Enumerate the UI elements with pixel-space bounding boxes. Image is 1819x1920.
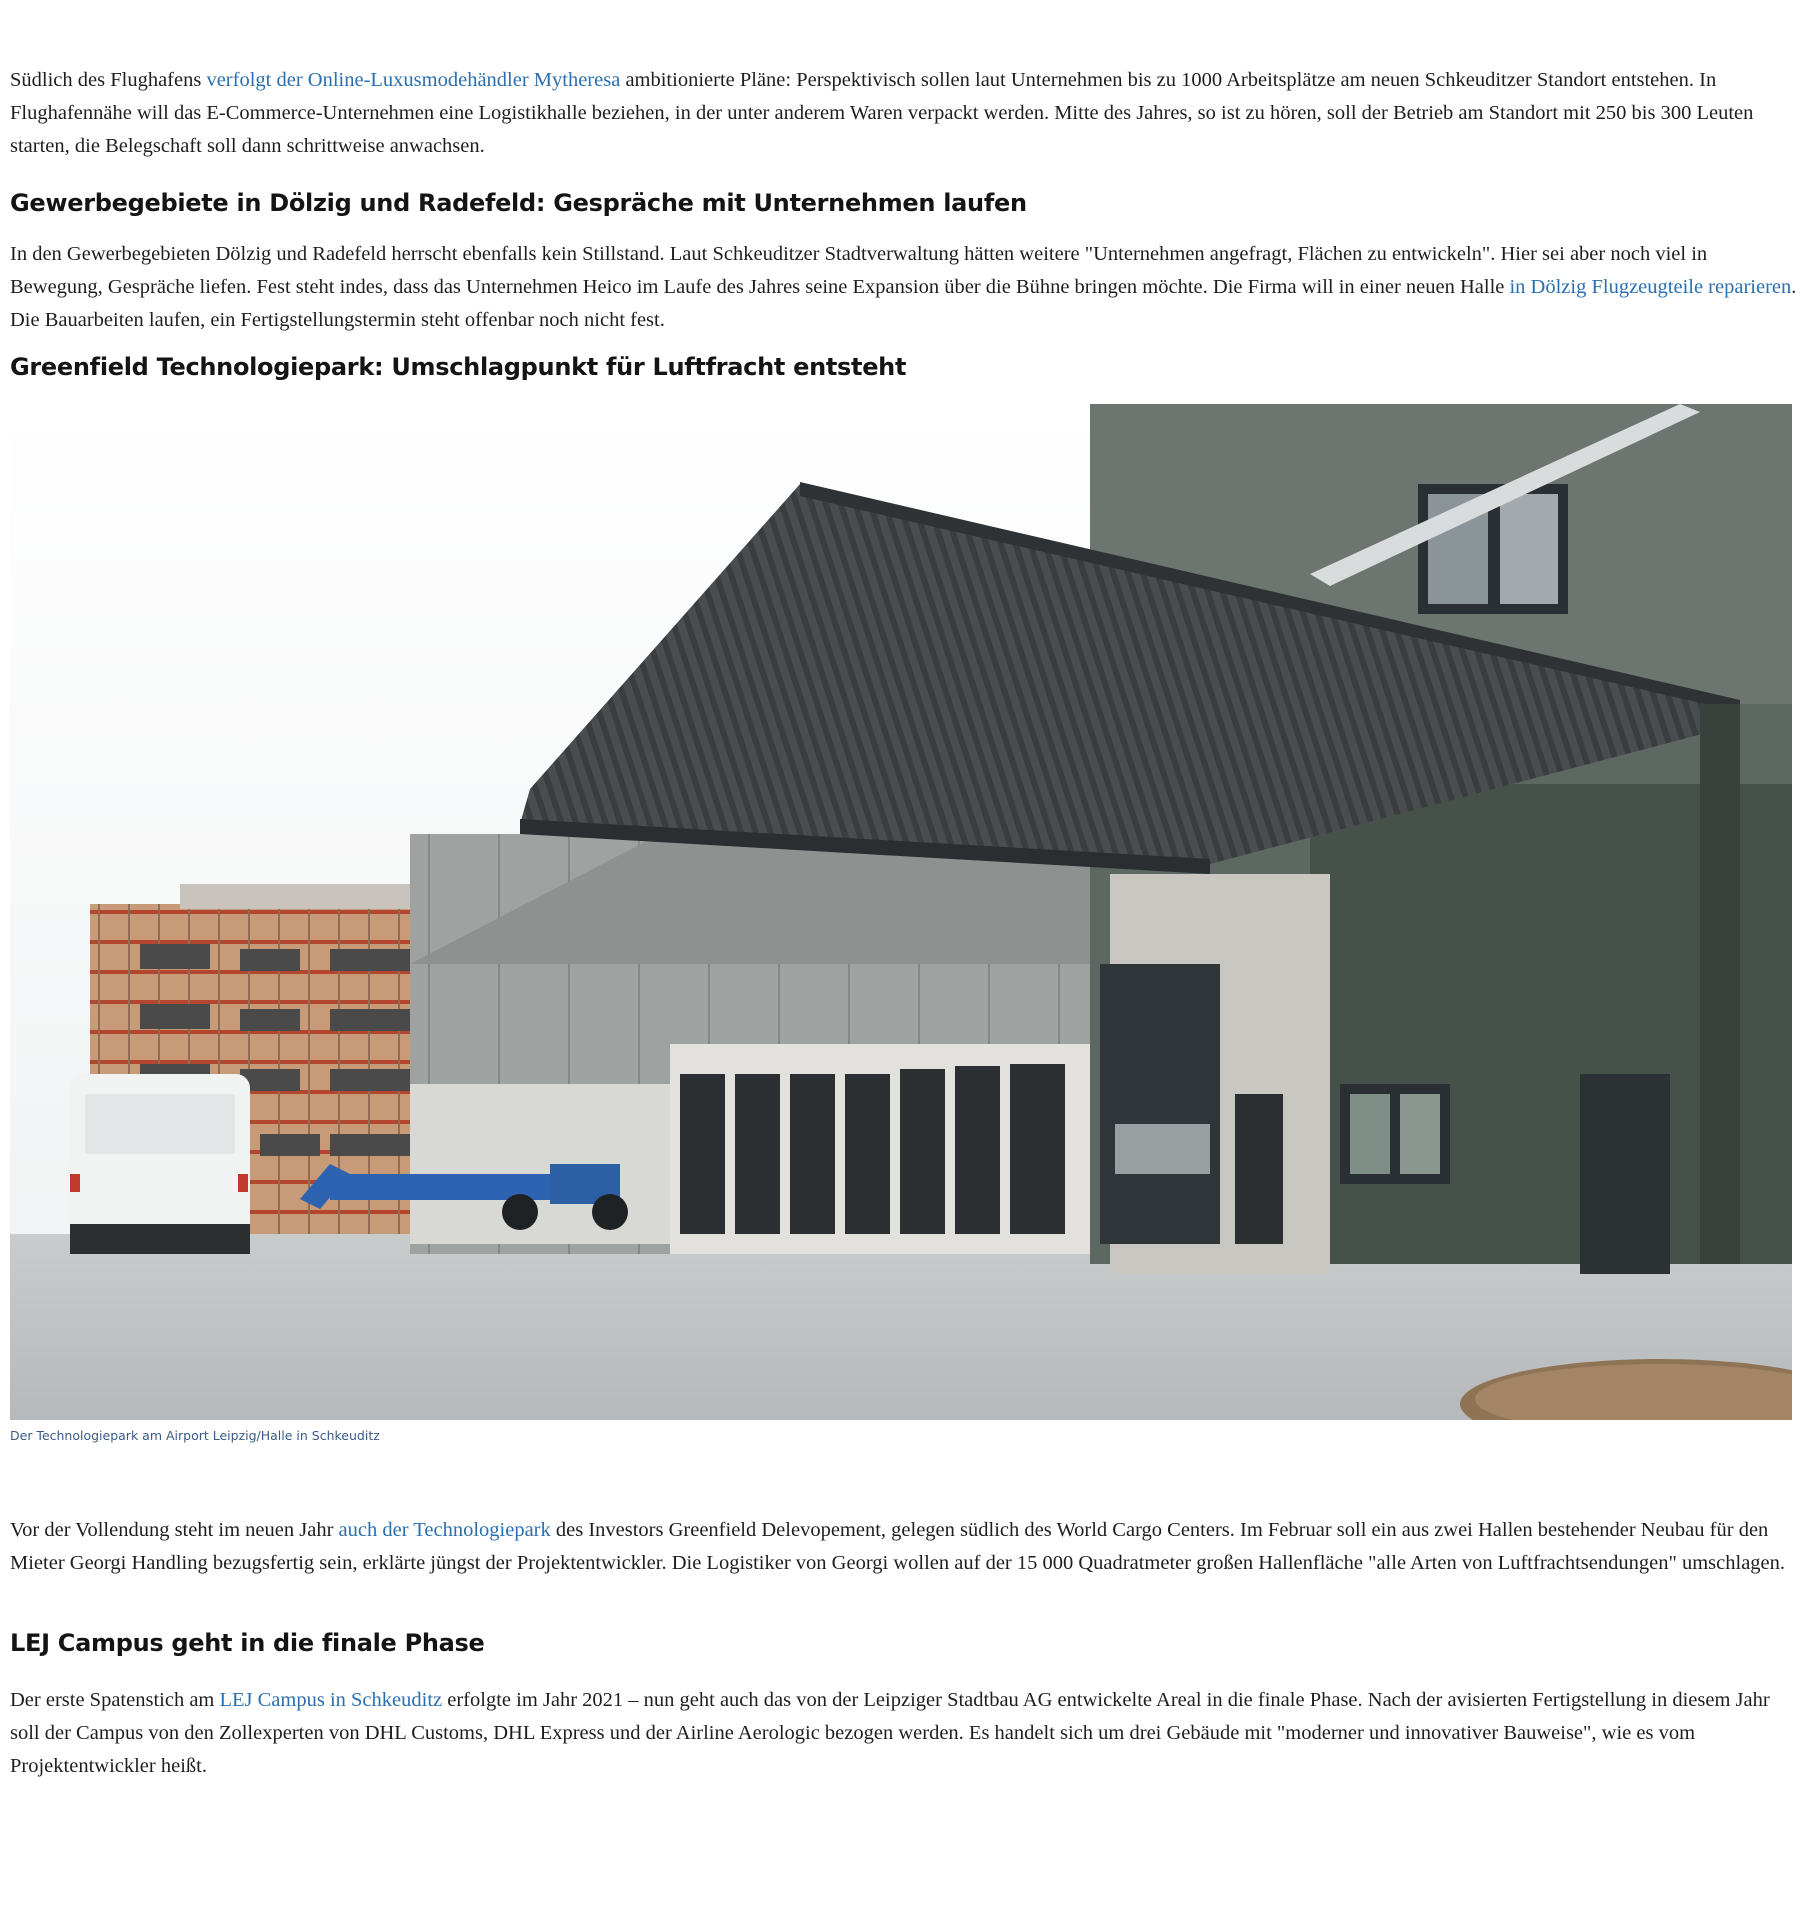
link-technologiepark[interactable]: auch der Technologiepark (338, 1519, 551, 1541)
para1-text-before: Südlich des Flughafens (10, 69, 207, 91)
link-lej-campus[interactable]: LEJ Campus in Schkeuditz (219, 1689, 443, 1711)
paragraph-technologiepark (10, 1514, 1800, 1580)
roller-door (1100, 964, 1220, 1244)
para3-text-before: Vor der Vollendung steht im neuen Jahr (10, 1519, 339, 1541)
para4-text-before: Der erste Spatenstich am (10, 1689, 220, 1711)
warehouse-illustration (10, 404, 1792, 1420)
heading-greenfield: Greenfield Technologiepark: Umschlagpunkt für Luftfracht entsteht (10, 353, 907, 381)
paragraph-mytheresa (10, 64, 1800, 163)
technologiepark-photo (10, 404, 1792, 1420)
white-van (70, 1074, 250, 1254)
heading-lej-campus: LEJ Campus geht in die finale Phase (10, 1629, 485, 1657)
link-doelzig-flugzeugteile[interactable]: in Dölzig Flugzeugteile reparieren (1509, 276, 1792, 298)
paragraph-doelzig-radefeld (10, 238, 1800, 337)
para4-text-after: erfolgte im Jahr 2021 – nun geht auch das von der Leipziger Stadtbau AG entwickelte Areal in die finale Phase. Nach der avisierten Fertigstellung in diesem Jahr soll der Campus von den Zollexperten von DHL Customs, DHL Express und der Airline Aerologic bezogen werden. Es handelt sich um drei Gebäude mit "moderner und innovativer Bauweise", wie es vom Projektentwickler heißt. (10, 1689, 1770, 1777)
para2-text-after: . Die Bauarbeiten laufen, ein Fertigstellungstermin steht offenbar noch nicht fest. (10, 276, 1797, 331)
link-mytheresa[interactable]: verfolgt der Online-Luxusmodehändler Mytheresa (206, 69, 621, 91)
para2-text-before: In den Gewerbegebieten Dölzig und Radefeld herrscht ebenfalls kein Stillstand. Laut Schkeuditzer Stadtverwaltung hätten weitere "Unternehmen angefragt, Flächen zu entwickeln". Hier sei aber noch viel in Bewegung, Gespräche liefen. Fest steht indes, dass das Unternehmen Heico im Laufe des Jahres seine Expansion über die Bühne bringen möchte. Die Firma will in einer neuen Halle (10, 243, 1708, 298)
heading-gewerbegebiete: Gewerbegebiete in Dölzig und Radefeld: Gespräche mit Unternehmen laufen (10, 189, 1027, 217)
photo-caption: Der Technologiepark am Airport Leipzig/Halle in Schkeuditz (10, 1428, 380, 1443)
para1-text-after: ambitionierte Pläne: Perspektivisch sollen laut Unternehmen bis zu 1000 Arbeitsplätze am neuen Schkeuditzer Standort entstehen. In Flughafennähe will das E-Commerce-Unternehmen eine Logistikhalle beziehen, in der unter anderem Waren verpackt werden. Mitte des Jahres, so ist zu hören, soll der Betrieb am Standort mit 250 bis 300 Leuten starten, die Belegschaft soll dann schrittweise anwachsen. (10, 69, 1754, 157)
paragraph-lej-campus (10, 1684, 1800, 1783)
para3-text-after: des Investors Greenfield Delevopement, gelegen südlich des World Cargo Centers. Im Februar soll ein aus zwei Hallen bestehender Neubau für den Mieter Georgi Handling bezugsfertig sein, erklärte jüngst der Projektentwickler. Die Logistiker von Georgi wollen auf der 15 000 Quadratmeter großen Hallenfläche "alle Arten von Luftfrachtsendungen" umschlagen. (10, 1519, 1786, 1574)
